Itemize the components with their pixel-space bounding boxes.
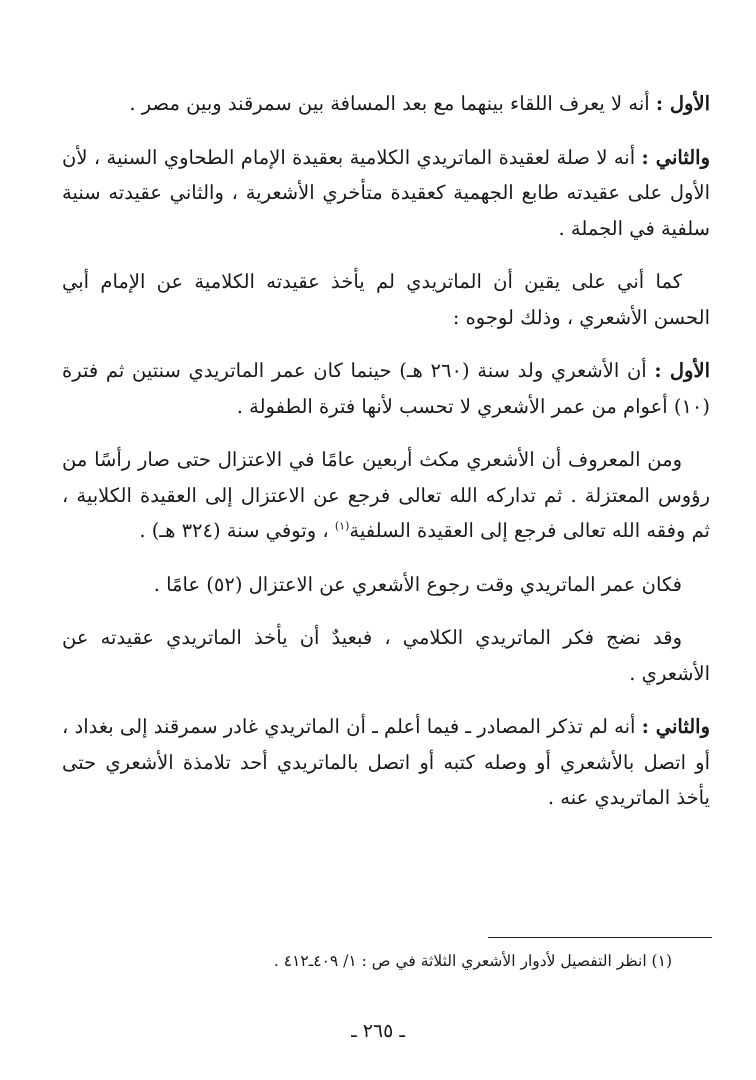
paragraph-lead: الأول : xyxy=(654,359,710,382)
main-text xyxy=(62,86,710,834)
paragraph-text: أن الأشعري ولد سنة (٢٦٠ هـ) حينما كان عمر الماتريدي سنتين ثم فترة (١٠) أعوام من عمر الأشعري لا تحسب لأنها فترة الطفولة . xyxy=(62,359,710,418)
paragraph-text: أنه لا صلة لعقيدة الماتريدي الكلامية بعقيدة الإمام الطحاوي السنية ، لأن الأول على عقيدته طابع الجهمية كعقيدة متأخري الأشعرية ، والثاني عقيدته سنية سلفية في الجملة . xyxy=(62,145,710,240)
paragraph-text: وقد نضج فكر الماتريدي الكلامي ، فبعيدٌ أن يأخذ الماتريدي عقيدته عن الأشعري . xyxy=(62,626,710,685)
footnote-reference[interactable]: (١) xyxy=(334,519,350,533)
paragraph-text: أنه لم تذكر المصادر ـ فيما أعلم ـ أن الماتريدي غادر سمرقند إلى بغداد ، أو اتصل بالأشعري أو وصله كتبه أو اتصل بالماتريدي أحد تلامذة الأشعري حتى يأخذ الماتريدي عنه . xyxy=(62,715,710,809)
paragraph-lead: والثاني : xyxy=(641,145,710,169)
paragraph-lead: الأول : xyxy=(655,92,710,115)
paragraph-3 xyxy=(62,264,710,335)
paragraph-1 xyxy=(62,86,710,122)
footnote-divider xyxy=(488,937,712,938)
paragraph-8 xyxy=(62,709,710,816)
paragraph-lead: والثاني : xyxy=(641,715,710,738)
paragraph-7 xyxy=(62,620,710,691)
paragraph-text: ومن المعروف أن الأشعري مكث أربعين عامًا في الاعتزال حتى صار رأسًا من رؤوس المعتزلة . ثم تداركه الله تعالى فرجع عن الاعتزال إلى العقيدة الكلابية ، ثم وفقه الله تعالى فرجع إلى العقيدة السلفية xyxy=(62,448,710,542)
paragraph-text: فكان عمر الماتريدي وقت رجوع الأشعري عن الاعتزال (٥٢) عامًا . xyxy=(153,572,682,596)
paragraph-2 xyxy=(62,140,710,247)
paragraph-text: أنه لا يعرف اللقاء بينهما مع بعد المسافة بين سمرقند وبين مصر . xyxy=(129,92,656,115)
paragraph-text: كما أني على يقين أن الماتريدي لم يأخذ عقيدته الكلامية عن الإمام أبي الحسن الأشعري ، وذلك لوجوه : xyxy=(62,270,710,329)
page-number: ـ ٢٦٥ ـ xyxy=(351,1020,405,1042)
paragraph-4 xyxy=(62,353,710,424)
paragraph-5 xyxy=(62,442,710,549)
paragraph-6 xyxy=(62,567,710,603)
paragraph-text: ، وتوفي سنة (٣٢٤ هـ) . xyxy=(139,519,335,542)
footnote: (١) انظر التفصيل لأدوار الأشعري الثلاثة في ص : ١/ ٤٠٩ـ٤١٢ . xyxy=(273,952,672,970)
